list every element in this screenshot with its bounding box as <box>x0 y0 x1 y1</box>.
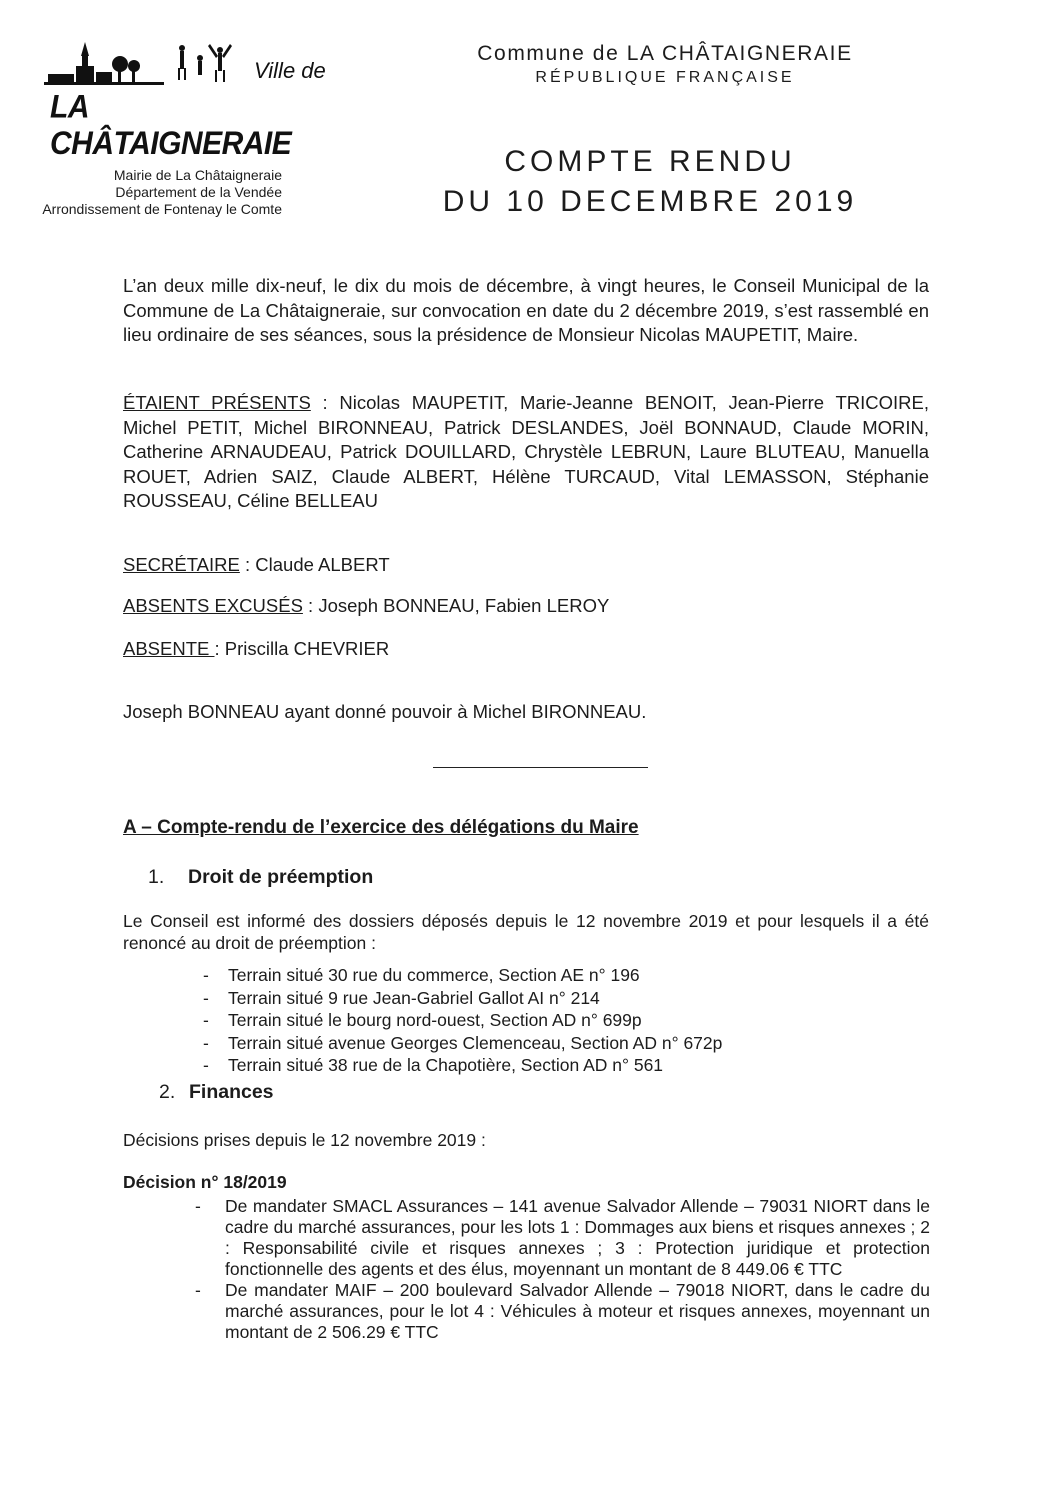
section-1-intro: Le Conseil est informé des dossiers déposés depuis le 12 novembre 2019 et pour lesquels il a été renoncé au droit de préemption : <box>123 911 929 953</box>
pouvoir-line: Joseph BONNEAU ayant donné pouvoir à Michel BIRONNEAU. <box>123 701 647 722</box>
section-2-number: 2. <box>159 1081 176 1103</box>
mairie-address <box>40 167 282 218</box>
title-line-1: COMPTE RENDU <box>504 145 796 178</box>
decision-list <box>225 1196 930 1343</box>
logo-prefix: Ville de <box>254 58 326 83</box>
absents-excuses-label: ABSENTS EXCUSÉS <box>123 595 303 616</box>
section-a-heading: A – Compte-rendu de l’exercice des délégations du Maire <box>123 817 639 838</box>
logo-name: LA CHÂTAIGNERAIE <box>50 89 292 162</box>
document-title <box>400 142 900 222</box>
absents-excuses-value: : Joseph BONNEAU, Fabien LEROY <box>302 595 610 616</box>
preemption-list <box>228 964 722 1077</box>
intro-paragraph: L’an deux mille dix-neuf, le dix du mois de décembre, à vingt heures, le Conseil Municipal de la Commune de La Châtaigneraie, sur convocation en date du 2 décembre 2019, s’est rassemblé en lieu ordinaire de ses séances, sous la présidence de Monsieur Nicolas MAUPETIT, Maire. <box>123 275 929 345</box>
list-item: - Terrain situé 9 rue Jean-Gabriel Gallot AI n° 214 <box>228 987 722 1010</box>
list-item: - Terrain situé 30 rue du commerce, Section AE n° 196 <box>228 964 722 987</box>
list-item: - De mandater SMACL Assurances – 141 avenue Salvador Allende – 79031 NIORT dans le cadre du marché assurances, pour les lots 1 : Dommages aux biens et risques annexes ; 2 : Responsabilité civile et risques annexes ; 3 : Protection juridique et protection fonctionnelle des agents et des élus, moyennant un montant de 8 449.06 € TTC <box>225 1196 930 1280</box>
absents-excuses-line <box>123 594 929 619</box>
republique-label: RÉPUBLIQUE FRANÇAISE <box>535 69 795 86</box>
title-line-2: DU 10 DECEMBRE 2019 <box>442 185 858 218</box>
mairie-line: Département de la Vendée <box>115 184 282 200</box>
mairie-line: Mairie de La Châtaigneraie <box>113 167 282 183</box>
secretaire-value: : Claude ALBERT <box>239 554 390 575</box>
secretaire-label: SECRÉTAIRE <box>123 554 240 575</box>
list-item: - Terrain situé le bourg nord-ouest, Section AD n° 699p <box>228 1009 722 1032</box>
secretaire-line <box>123 553 929 578</box>
section-1-title: Droit de préemption <box>188 866 374 888</box>
absente-line <box>123 637 929 662</box>
separator-line <box>433 767 648 768</box>
absente-label: ABSENTE <box>123 638 215 659</box>
section-1-heading <box>148 866 373 889</box>
section-2-title: Finances <box>189 1081 274 1103</box>
decision-title: Décision n° 18/2019 <box>123 1172 287 1192</box>
list-item: - De mandater MAIF – 200 boulevard Salvador Allende – 79018 NIORT, dans le cadre du marché assurances, pour le lot 4 : Véhicules à moteur et risques annexes, moyennant un montant de 2 506.29 € TTC <box>225 1280 930 1343</box>
presents-label: ÉTAIENT PRÉSENTS <box>123 392 311 413</box>
list-item: - Terrain situé 38 rue de la Chapotière, Section AD n° 561 <box>228 1054 722 1077</box>
section-2-intro: Décisions prises depuis le 12 novembre 2019 : <box>123 1130 486 1150</box>
town-skyline-icon <box>44 40 244 92</box>
presents-paragraph <box>123 391 929 514</box>
commune-name: Commune de LA CHÂTAIGNERAIE <box>477 42 853 65</box>
section-2-heading <box>159 1081 274 1104</box>
town-logo <box>44 40 334 162</box>
section-1-number: 1. <box>148 866 165 888</box>
mairie-line: Arrondissement de Fontenay le Comte <box>42 201 282 217</box>
list-item: - Terrain situé avenue Georges Clemenceau, Section AD n° 672p <box>228 1032 722 1055</box>
commune-header <box>420 42 910 90</box>
absente-value: : Priscilla CHEVRIER <box>214 638 390 659</box>
presents-list: : Nicolas MAUPETIT, Marie-Jeanne BENOIT, Jean-Pierre TRICOIRE, Michel PETIT, Michel BIRONNEAU, Patrick DESLANDES, Joël BONNAUD, Claude MORIN, Catherine ARNAUDEAU, Patrick DOUILLARD, Chrystèle LEBRUN, Laure BLUTEAU, Manuella ROUET, Adrien SAIZ, Claude ALBERT, Hélène TURCAUD, Vital LEMASSON, Stéphanie ROUSSEAU, Céline BELLEAU <box>123 392 929 511</box>
